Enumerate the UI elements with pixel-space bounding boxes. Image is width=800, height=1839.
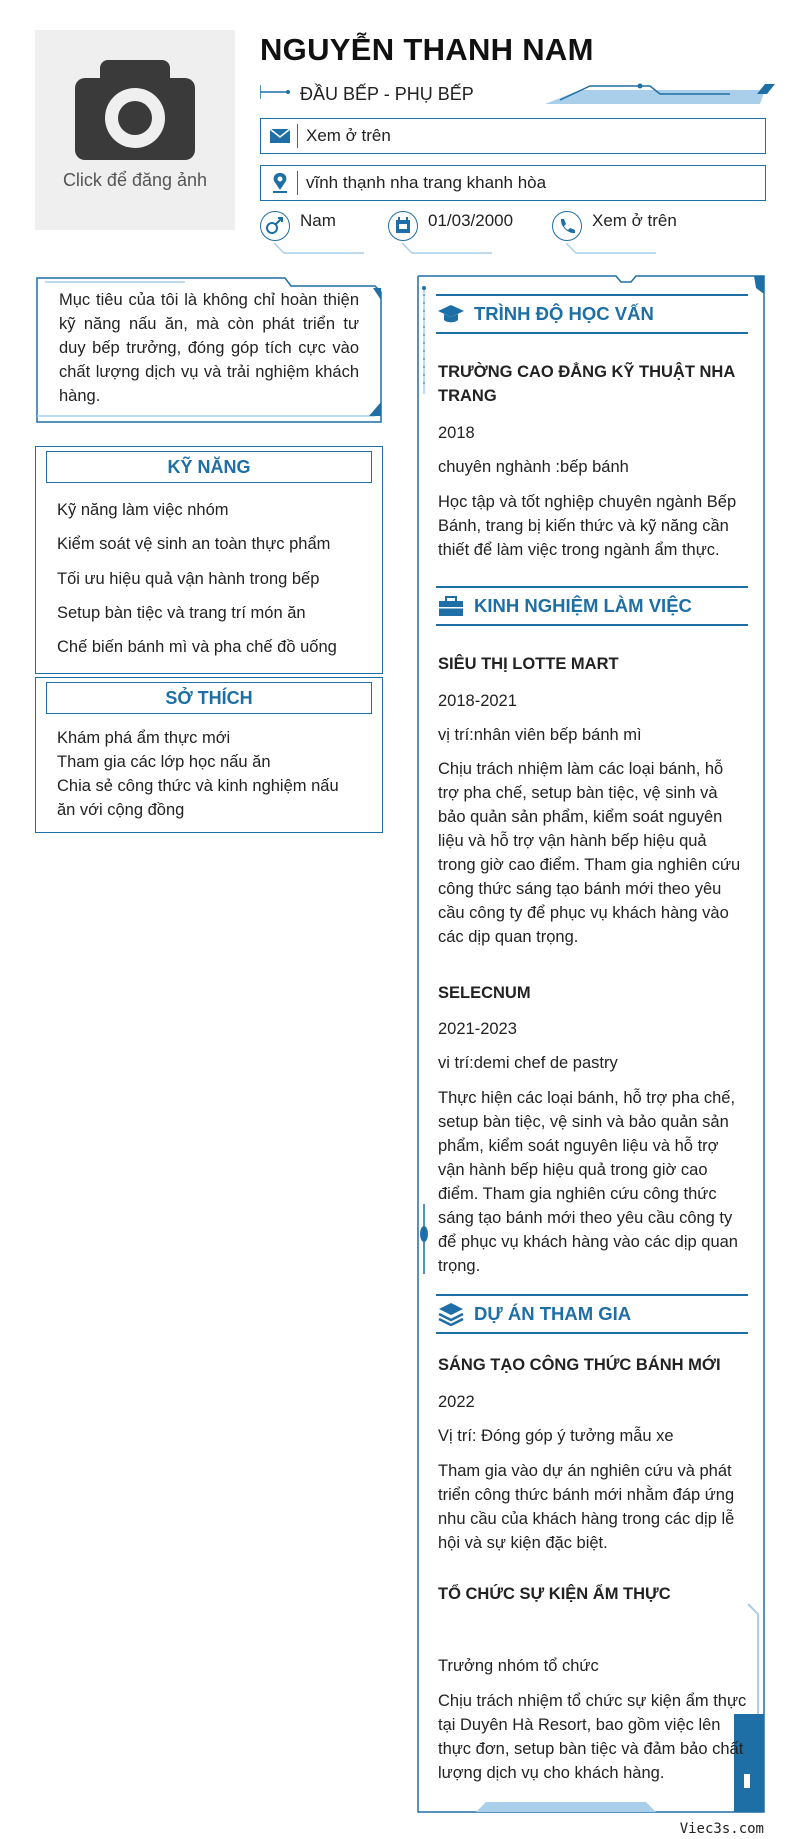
skill-item: Setup bàn tiệc và trang trí món ăn	[57, 604, 306, 622]
address-value: vĩnh thạnh nha trang khanh hòa	[306, 173, 547, 192]
camera-icon	[75, 60, 195, 160]
watermark-text: Viec3s.com	[679, 1821, 764, 1837]
birthday-value: 01/03/2000	[428, 211, 514, 230]
location-pin-icon	[269, 173, 291, 193]
calendar-icon	[388, 211, 418, 241]
project-name: TỔ CHỨC SỰ KIỆN ẨM THỰC	[438, 1585, 671, 1603]
job-position: vị trí:nhân viên bếp bánh mì	[438, 726, 642, 744]
job-description: Thực hiện các loại bánh, hỗ trợ pha chế, setup bàn tiệc, vệ sinh và bảo quản sản phẩm, kiểm soát nguyên liệu và hỗ trợ vận hành bếp hiệu quả trong giờ cao điểm. Tham gia nghiên cứu công thức sáng tạo bánh mới theo yêu cầu công ty để phục vụ khách hàng vào các dịp quan trọng.	[438, 1089, 738, 1275]
hobbies-section	[35, 677, 383, 833]
education-year: 2018	[438, 424, 475, 442]
projects-section-title	[436, 1294, 748, 1334]
skill-item: Kiểm soát vệ sinh an toàn thực phẩm	[57, 535, 331, 553]
graduation-cap-icon	[438, 302, 464, 326]
job-company: SIÊU THỊ LOTTE MART	[438, 655, 619, 673]
hobby-item: Chia sẻ công thức và kinh nghiệm nấu	[57, 777, 339, 795]
projects-title: DỰ ÁN THAM GIA	[474, 1303, 632, 1324]
gender-info	[260, 207, 380, 251]
address-field	[260, 165, 766, 201]
education-title: TRÌNH ĐỘ HỌC VẤN	[474, 303, 654, 324]
objective-text: Mục tiêu của tôi là không chỉ hoàn thiện kỹ năng nấu ăn, mà còn phát triển tư duy bếp trưởng, đóng góp tích cực vào chất lượng dịch vụ và trải nghiệm khách hàng.	[59, 291, 359, 405]
project-role: Vị trí: Đóng góp ý tưởng mẫu xe	[438, 1427, 674, 1445]
project-name: SÁNG TẠO CÔNG THỨC BÁNH MỚI	[438, 1356, 721, 1374]
skills-section	[35, 446, 383, 674]
project-year: 2022	[438, 1393, 475, 1411]
phone-icon	[552, 211, 582, 241]
skills-title: KỸ NĂNG	[46, 451, 372, 483]
photo-caption: Click để đăng ảnh	[62, 170, 208, 190]
layers-icon	[438, 1302, 464, 1326]
education-school-line2: TRANG	[438, 387, 497, 405]
skill-item: Kỹ năng làm việc nhóm	[57, 501, 229, 519]
skill-item: Chế biến bánh mì và pha chế đồ uống	[57, 638, 337, 656]
experience-section-title	[436, 586, 748, 626]
project-role: Trưởng nhóm tổ chức	[438, 1657, 599, 1675]
job-company: SELECNUM	[438, 984, 531, 1002]
hobby-item: Tham gia các lớp học nấu ăn	[57, 753, 271, 771]
job-period: 2018-2021	[438, 692, 517, 710]
hobby-item: Khám phá ẩm thực mới	[57, 729, 231, 747]
education-section-title	[436, 294, 748, 334]
education-school-line1: TRƯỜNG CAO ĐẲNG KỸ THUẬT NHA	[438, 363, 736, 381]
email-field	[260, 118, 766, 154]
project-description: Chịu trách nhiệm tổ chức sự kiện ẩm thực tại Duyên Hà Resort, bao gồm việc lên thực đơn, setup bàn tiệc và đảm bảo chất lượng dịch vụ cho khách hàng.	[438, 1692, 747, 1782]
envelope-icon	[269, 126, 291, 146]
experience-title: KINH NGHIỆM LÀM VIỆC	[474, 595, 692, 616]
education-description: Học tập và tốt nghiệp chuyên ngành Bếp Bánh, trang bị kiến thức và kỹ năng cần thiết để làm việc trong ngành ẩm thực.	[438, 493, 737, 559]
birthday-info	[388, 207, 538, 251]
avatar-upload[interactable]	[35, 30, 235, 230]
briefcase-icon	[438, 594, 464, 618]
job-title: ĐẦU BẾP - PHỤ BẾP	[300, 84, 474, 104]
email-value: Xem ở trên	[306, 126, 391, 145]
job-period: 2021-2023	[438, 1020, 517, 1038]
job-description: Chịu trách nhiệm làm các loại bánh, hỗ trợ pha chế, setup bàn tiệc, vệ sinh và bảo quản sản phẩm, kiểm soát nguyên liệu và hỗ trợ vận hành bếp hiệu quả trong giờ cao điểm. Tham gia nghiên cứu công thức sáng tạo bánh mới theo yêu cầu công ty để phục vụ khách hàng vào các dịp quan trọng.	[438, 760, 741, 946]
education-major: chuyên nghành :bếp bánh	[438, 458, 629, 476]
hobby-item: ăn với cộng đồng	[57, 801, 185, 819]
phone-info	[552, 207, 702, 251]
project-description: Tham gia vào dự án nghiên cứu và phát triển công thức bánh mới nhằm đáp ứng nhu cầu của khách hàng trong các dịp lễ hội và sự kiện đặc biệt.	[438, 1462, 735, 1552]
gender-value: Nam	[300, 211, 336, 230]
candidate-name: NGUYỄN THANH NAM	[260, 32, 594, 67]
skill-item: Tối ưu hiệu quả vận hành trong bếp	[57, 570, 320, 588]
job-position: vi trí:demi chef de pastry	[438, 1054, 618, 1072]
hobbies-title: SỞ THÍCH	[46, 682, 372, 714]
phone-value: Xem ở trên	[592, 211, 677, 230]
career-objective	[35, 276, 383, 424]
gender-icon	[260, 211, 290, 241]
